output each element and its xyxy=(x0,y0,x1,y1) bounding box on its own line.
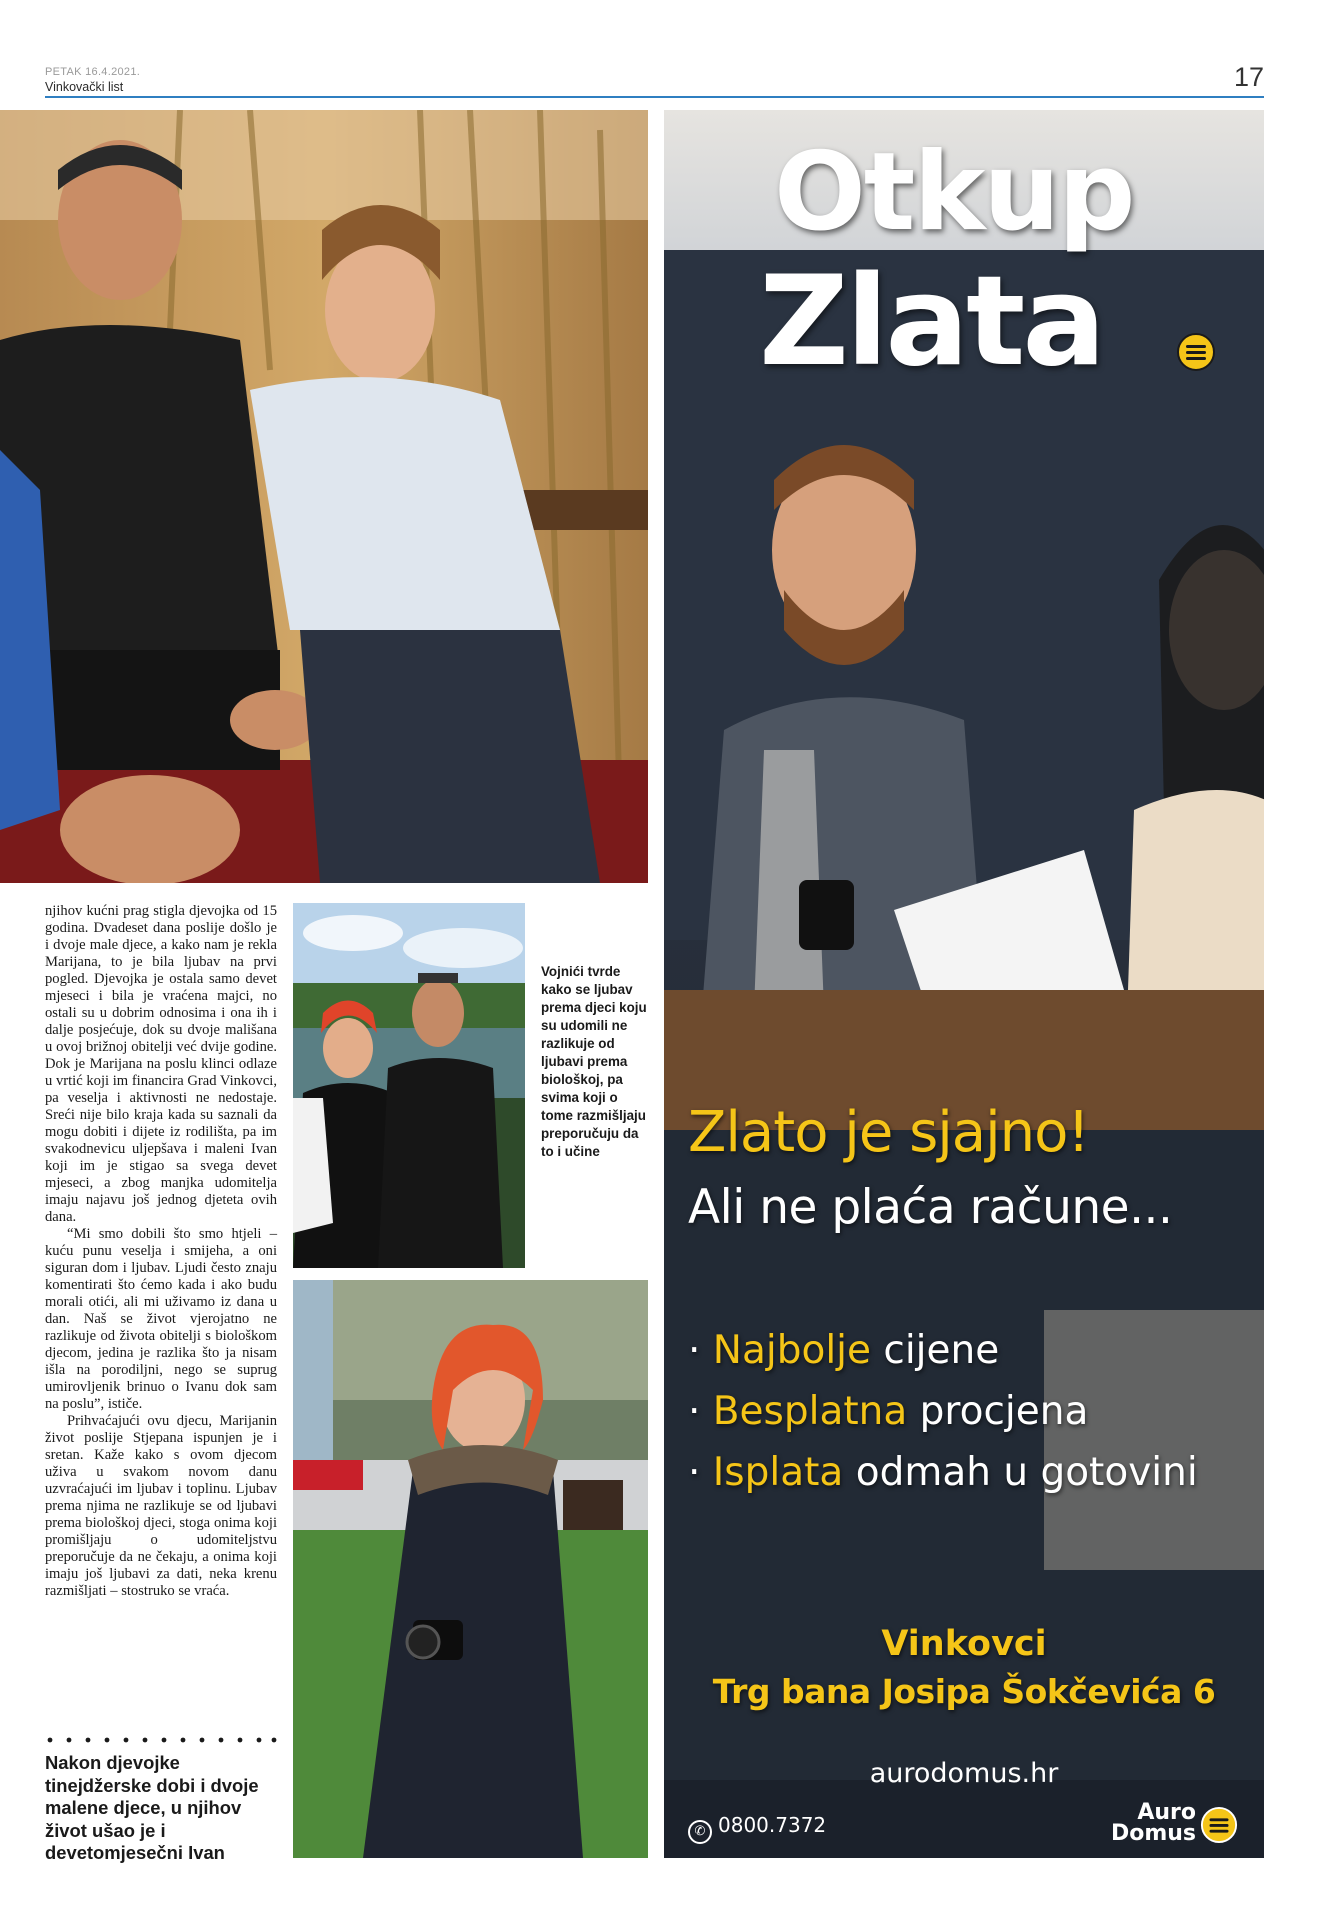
ad-headline-gold: Zlato je sjajno! xyxy=(688,1100,1089,1165)
pull-quote: Nakon djevojke tinejdžerske dobi i dvoje malene djece, u njihov život ušao je i devetomjesečni Ivan xyxy=(45,1752,259,1863)
article-paragraph: njihov kućni prag stigla djevojka od 15 godina. Dvadeset dana poslije došlo je i dvoje male djece, a kako nam je rekla Marijana, to je bila ljubav na prvi pogled. Djevojka je ostala samo devet mjeseci i bila je vraćena majci, no ostali su u dobrim odnosima i ona ih i dalje posjećuje, dok su dvoje mališana u ovoj brižnoj obitelji već dvije godine. Dok je Marijana na poslu klinci odlaze u vrtić koji im financira Grad Vinkovci, pa veselja i aktivnosti ne nedostaje. Sreći nije bilo kraja kada su saznali da mogu dobiti i dijete iz rodilišta, pa im svakodnevicu uljepšava i maleni Ivan koji im je stigao sa svega devet mjeseci, a zbog manjka udomitelja imaju najavu još jednog djeteta ovih dana. xyxy=(45,903,277,1225)
ad-bullet-item: · Najbolje cijene xyxy=(688,1328,1000,1373)
article-body xyxy=(45,903,277,1600)
ad-phone: ✆ 0800.7372 xyxy=(688,1813,826,1844)
couple-photo xyxy=(293,903,525,1268)
coin-logo-icon xyxy=(1176,332,1216,372)
ad-title-zlata: Zlata xyxy=(759,250,1104,394)
woman-photo xyxy=(293,1280,648,1858)
advertisement xyxy=(664,110,1264,1858)
header-rule xyxy=(45,96,1264,98)
ad-brand-name: Auro Domus xyxy=(1110,1800,1196,1846)
issue-date: PETAK 16.4.2021. xyxy=(45,66,141,78)
page-number: 17 xyxy=(1233,62,1264,92)
ad-bullet-item: · Isplata odmah u gotovini xyxy=(688,1450,1198,1495)
photo-caption: Vojnići tvrde kako se ljubav prema djeci koju su udomili ne razlikuje od ljubavi prema biološkoj, pa svima koji o tome razmišljaju preporučuju da to i učine xyxy=(541,964,647,1159)
ad-city: Vinkovci xyxy=(881,1624,1047,1664)
brand-coin-icon xyxy=(1200,1806,1238,1844)
article-paragraph: Prihvaćajući ovu djecu, Marijanin život poslije Stjepana ispunjen je i sretan. Kaže kako s ovom djecom uživa u svakom novom danu uzvraćajući im ljubav i toplinu. Ljubav prema njima ne razlikuje se od ljubavi prema biološkoj djeci, stoga onima koji promišljaju o udomiteljstvu preporučuje da ne čekaju, a onima koji imaju još ljubavi za dati, neka krenu razmišljati – stostruko se vraća. xyxy=(45,1413,277,1599)
ad-address: Trg bana Josipa Šokčevića 6 xyxy=(712,1672,1216,1711)
ad-title-otkup: Otkup xyxy=(774,130,1134,255)
publication-name: Vinkovački list xyxy=(45,80,124,94)
ad-website: aurodomus.hr xyxy=(869,1758,1059,1789)
main-photo xyxy=(0,110,648,883)
ad-bullet-list xyxy=(688,1320,1198,1503)
phone-icon: ✆ xyxy=(688,1820,712,1844)
ad-bullet-item: · Besplatna procjena xyxy=(688,1389,1089,1434)
dotted-divider xyxy=(46,1736,278,1744)
ad-headline-bills: Ali ne plaća račune... xyxy=(688,1180,1173,1235)
article-paragraph: “Mi smo dobili što smo htjeli – kuću punu veselja i smijeha, a oni siguran dom i ljubav. Ljudi često znaju komentirati što ćemo kada i ako budu morali otići, ali mi uživamo iz dana u dan. Naš se život vjerojatno ne razlikuje od života obitelji s biološkom djecom, jedina je razlika što ja nisam išla na porodiljni, nego se suprug umirovljenik brinuo o Ivanu dok sam na poslu”, ističe. xyxy=(45,1226,277,1412)
